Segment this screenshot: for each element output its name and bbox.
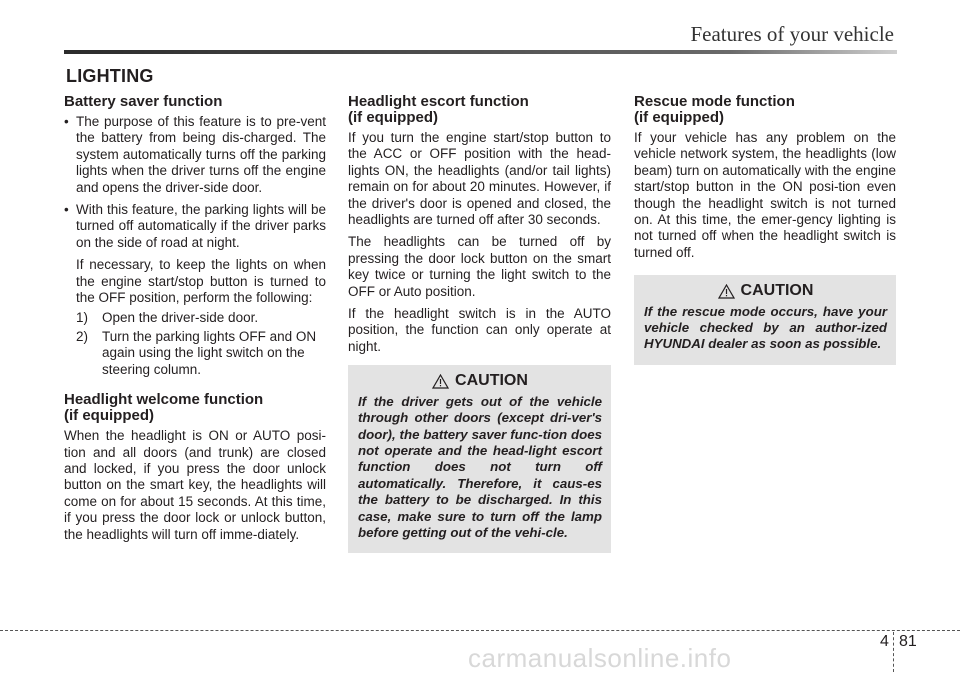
caution-title: CAUTION — [740, 282, 814, 300]
caution-title: CAUTION — [455, 372, 528, 390]
page-number: 81 — [899, 633, 917, 650]
rescue-heading — [634, 94, 896, 126]
escort-paragraph-2: The headlights can be turned off by pressing the door lock button on the smart key twice or turning the light switch to the OFF or Auto position. — [348, 234, 611, 299]
footer-divider — [0, 630, 960, 631]
column-left — [64, 94, 326, 549]
caution-text: If the rescue mode occurs, have your vehicle checked by an author-ized HYUNDAI dealer as soon as possible. — [644, 303, 887, 352]
rescue-text: If your vehicle has any problem on the vehicle network system, the headlights (low beam) turn on automatically with the engine start/stop button in the ON posi-tion even though the headlight switch is not turned on. At this time, the emer-gency lighting is not turned off when the headlight switch is turned off. — [634, 130, 896, 260]
warning-triangle-icon — [432, 374, 449, 389]
welcome-text: When the headlight is ON or AUTO posi-tion and all doors (and trunk) are closed and locked, if you press the door unlock button on the smart key, the headlights will come on for about 15 seconds. At this time, if you press the door lock or unlock button, the headlights will turn off imme-diately. — [64, 428, 326, 542]
warning-triangle-icon — [718, 284, 735, 299]
page-header-title: Features of your vehicle — [690, 22, 894, 46]
step-number: 2) — [76, 328, 89, 344]
battery-saver-heading: Battery saver function — [64, 93, 223, 110]
battery-saver-continuation: If necessary, to keep the lights on when the engine start/stop button is turned to the OFF position, perform the following: — [76, 257, 326, 306]
escort-paragraph-1: If you turn the engine start/stop button to the ACC or OFF position with the head-lights ON, the headlights (and/or tail lights) remain on for about 20 minutes. However, if the driver's door is opened and closed, the headlights are turned off after 30 seconds. — [348, 130, 611, 228]
column-middle — [348, 94, 611, 553]
step-text: Turn the parking lights OFF and ON again using the light switch on the steering column. — [102, 328, 317, 377]
rescue-heading-line1: Rescue mode function — [634, 93, 795, 110]
battery-saver-bullet-2: • With this feature, the parking lights will be turned off automatically if the driver parks on the side of road at night. — [64, 202, 326, 251]
battery-saver-step-1 — [76, 310, 326, 326]
rescue-heading-line2: (if equipped) — [634, 109, 724, 126]
section-title: LIGHTING — [66, 66, 154, 86]
rescue-caution-box — [634, 275, 896, 365]
step-text: Open the driver-side door. — [102, 310, 259, 326]
step-number: 1) — [76, 310, 89, 326]
chapter-number: 4 — [880, 633, 889, 650]
welcome-heading-line2: (if equipped) — [64, 407, 154, 425]
escort-heading-line1: Headlight escort function — [348, 93, 529, 110]
caution-header — [644, 283, 887, 299]
battery-saver-step-2 — [76, 329, 326, 378]
escort-heading-line2: (if equipped) — [348, 109, 438, 126]
caution-text: If the driver gets out of the vehicle through other doors (except dri-ver's door), the battery saver func-tion does not operate and the head-light escort function does not turn off automatically. Therefore, it caus-es the battery to be discharged. In this case, make sure to turn off the lamp before getting out of the vehi-cle. — [358, 393, 602, 540]
header-divider — [64, 50, 897, 54]
welcome-heading — [64, 392, 326, 424]
escort-paragraph-3: If the headlight switch is in the AUTO position, the function can only operate at night. — [348, 306, 611, 354]
escort-caution-box — [348, 365, 611, 553]
caution-header — [358, 373, 602, 389]
page-number-separator — [893, 632, 894, 672]
escort-heading — [348, 94, 611, 126]
welcome-heading-line1: Headlight welcome function — [64, 391, 264, 409]
column-right — [634, 94, 896, 365]
watermark: carmanualsonline.info — [468, 643, 732, 673]
battery-saver-bullet-1: • The purpose of this feature is to pre-vent the battery from being dis-charged. The system automatically turns off the parking lights when the driver turns off the engine and opens the driver-side door. — [64, 114, 326, 196]
